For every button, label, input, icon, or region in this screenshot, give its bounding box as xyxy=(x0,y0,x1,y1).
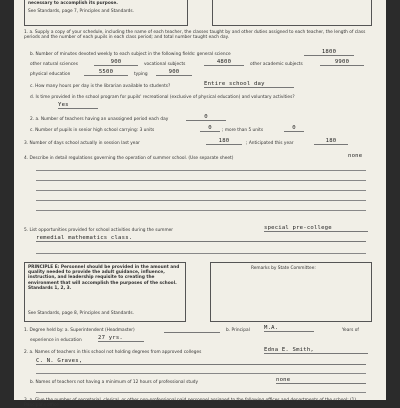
days-anticipated-value: 180 xyxy=(314,139,348,145)
q3-label: 3. Number of days school actually in session last year xyxy=(24,141,140,146)
summer-school-value: none xyxy=(348,153,363,159)
q4-blank-line-2 xyxy=(36,180,366,181)
q4-blank-line-3 xyxy=(36,190,366,191)
days-last-year-value: 180 xyxy=(206,139,242,145)
summer-activities-value-1: special pre-college xyxy=(264,226,368,232)
top-box xyxy=(24,0,188,26)
e2-blank-line xyxy=(36,373,366,374)
q5-blank-line xyxy=(36,253,366,254)
e1-label: 1. Degree held by: a. Superintendent (Headmaster) xyxy=(24,328,135,333)
physical-education-value: 5500 xyxy=(84,70,128,76)
principle-sub: See Standards, page 8, Principles and Standards. xyxy=(28,311,134,316)
remarks-box xyxy=(210,262,372,322)
remarks-title: Remarks by State Committee: xyxy=(251,266,316,271)
q4-blank-line-1 xyxy=(36,170,366,171)
experience-label: experience in education xyxy=(30,338,82,343)
summer-activities-value-2: remedial mathematics class. xyxy=(36,236,366,242)
form-page xyxy=(14,0,386,408)
q1-c-label: c. How many hours per day is the librarian available to students? xyxy=(30,84,171,89)
more-than-5-label: ; more than 5 units xyxy=(222,128,264,133)
librarian-hours-value: Entire school day xyxy=(204,82,294,88)
more-than-5-value: 0 xyxy=(284,126,304,132)
experience-value: 27 yrs. xyxy=(98,336,144,342)
vocational-subjects-label: vocational subjects xyxy=(144,62,186,67)
q1-b-label: b. Number of minutes devoted weekly to each subject in the following fields: general science xyxy=(30,52,231,57)
years-label: Years of xyxy=(342,328,359,333)
e2-b-label: b. Names of teachers not having a minimum of 12 hours of professional study xyxy=(30,380,198,385)
principal-label: b. Principal xyxy=(226,328,250,333)
q1-a-text: 1. a. Supply a copy of your schedule, including the name of each teacher, the classes taught by and other duties assigned to each teacher, the length of class periods and the number of each pupils in each class period; and total number taught each day. xyxy=(24,30,366,41)
three-units-value: 0 xyxy=(200,126,220,132)
q4-blank-line-5 xyxy=(36,210,366,211)
top-box-line1: necessary to accomplish its purpose. xyxy=(28,1,118,6)
other-natural-sciences-label: other natural sciences xyxy=(30,62,78,67)
principal-degree-value: M.A. xyxy=(264,326,314,332)
q1-d-label: d. Is time provided in the school program for pupils' recreational (exclusive of physical education) and voluntary activities? xyxy=(30,95,295,100)
other-academic-label: other academic subjects xyxy=(250,62,303,67)
q2-c-label: c. Number of pupils in senior high school carrying: 3 units xyxy=(30,128,155,133)
teacher-name-2: C. N. Graves, xyxy=(36,359,366,365)
superintendent-degree-field[interactable] xyxy=(164,327,220,333)
e2-label: 2. a. Names of teachers in this school not holding degrees from approved colleges xyxy=(24,350,202,355)
q5-label: 5. List opportunities provided for school activities during the summer xyxy=(24,228,174,233)
typing-label: typing xyxy=(134,72,148,77)
top-remarks-box xyxy=(212,0,372,26)
unassigned-period-value: 0 xyxy=(186,115,226,121)
principle-box xyxy=(24,262,186,322)
e3-label: 3. a. Give the number of secretarial, clerical, or other non-professional paid personnel assigned to the following offices and departments of the school: (1) Principal's office xyxy=(24,398,357,408)
principle-title: PRINCIPLE E: Personnel should be provided in the amount and quality needed to provide the adult guidance, influence, instruction, and leadership requisite to creating the environment that will accomplish the purposes of the school. Standards 1, 2, 3. xyxy=(28,265,180,291)
other-natural-sciences-value: 900 xyxy=(94,60,138,66)
professional-study-value: none xyxy=(276,378,366,384)
e2-b-blank-line xyxy=(36,392,366,393)
physical-education-label: physical education xyxy=(30,72,71,77)
q2-label: 2. a. Number of teachers having an unassigned period each day xyxy=(30,117,169,122)
top-box-line2: See Standards, page 7, Principles and Standards. xyxy=(28,9,134,14)
q4-blank-line-4 xyxy=(36,200,366,201)
vocational-subjects-value: 4800 xyxy=(204,60,244,66)
teacher-name-1: Edna E. Smith, xyxy=(264,348,368,354)
recreation-value: Yes xyxy=(58,103,98,109)
typing-value: 900 xyxy=(156,70,192,76)
q4-label: 4. Describe in detail regulations governing the operation of summer school. (Use separate sheet) xyxy=(24,156,234,161)
other-academic-value: 9900 xyxy=(320,60,364,66)
anticipated-label: ; Anticipated this year xyxy=(246,141,294,146)
general-science-value: 1800 xyxy=(304,50,354,56)
